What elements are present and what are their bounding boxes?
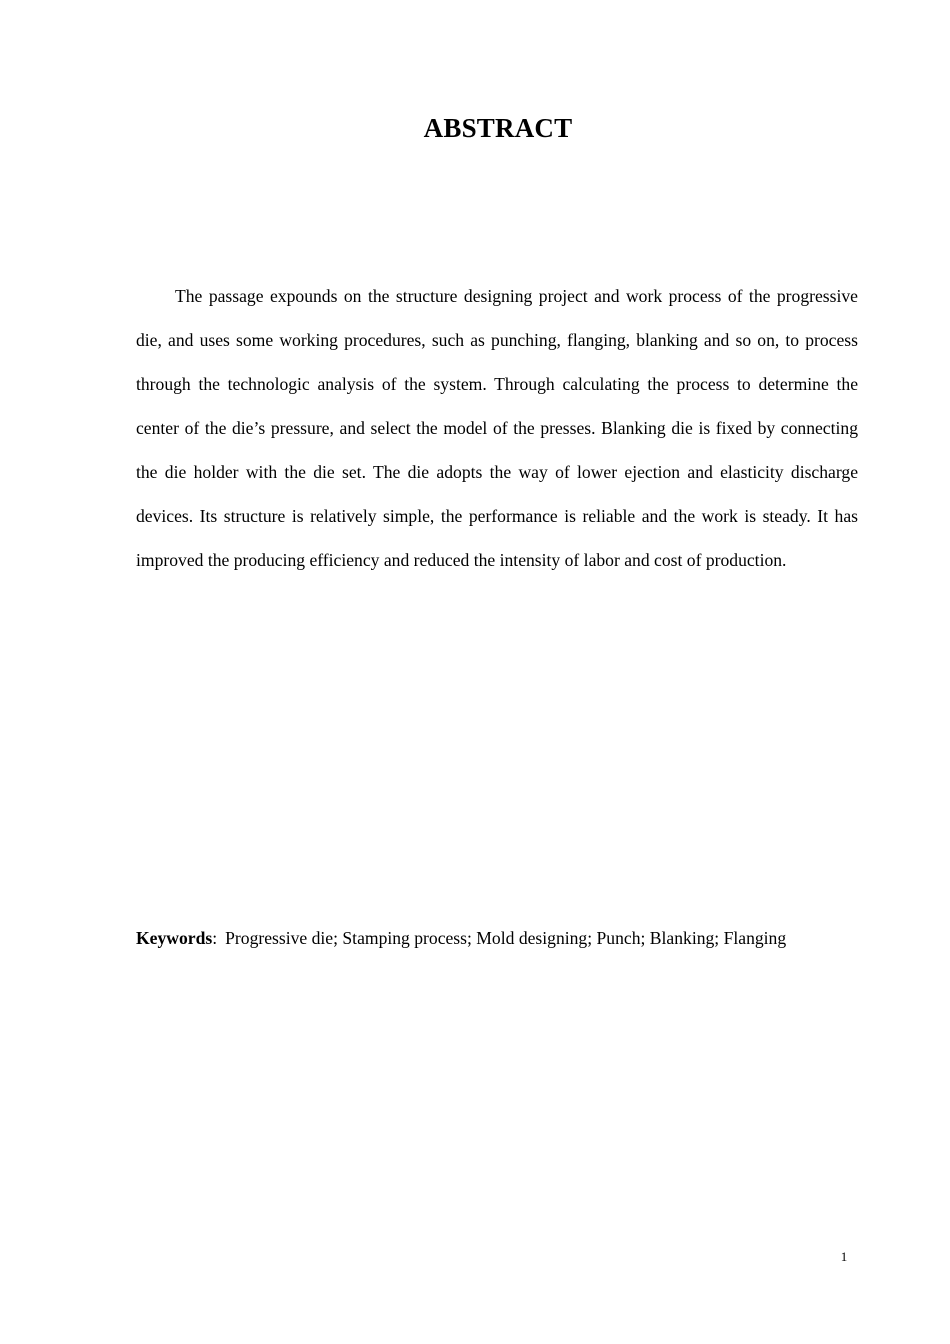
keywords-separator: :: [212, 928, 218, 948]
keywords-label: Keywords: [136, 928, 213, 948]
abstract-paragraph: The passage expounds on the structure designing project and work process of the progressive die, and uses some working procedures, such as punching, flanging, blanking and so on, to process through the technologic analysis of the system. Through calculating the process to determine the center of the die’s pressure, and select the model of the presses. Blanking die is fixed by connecting the die holder with the die set. The die adopts the way of lower ejection and elasticity discharge devices. Its structure is relatively simple, the performance is reliable and the work is steady. It has improved the producing efficiency and reduced the intensity of labor and cost of production.: [136, 286, 858, 570]
abstract-title: ABSTRACT: [423, 113, 573, 143]
page-number: 1: [840, 1249, 848, 1264]
keywords-list: Progressive die; Stamping process; Mold designing; Punch; Blanking; Flanging: [225, 928, 787, 948]
keywords-line: [136, 924, 876, 952]
